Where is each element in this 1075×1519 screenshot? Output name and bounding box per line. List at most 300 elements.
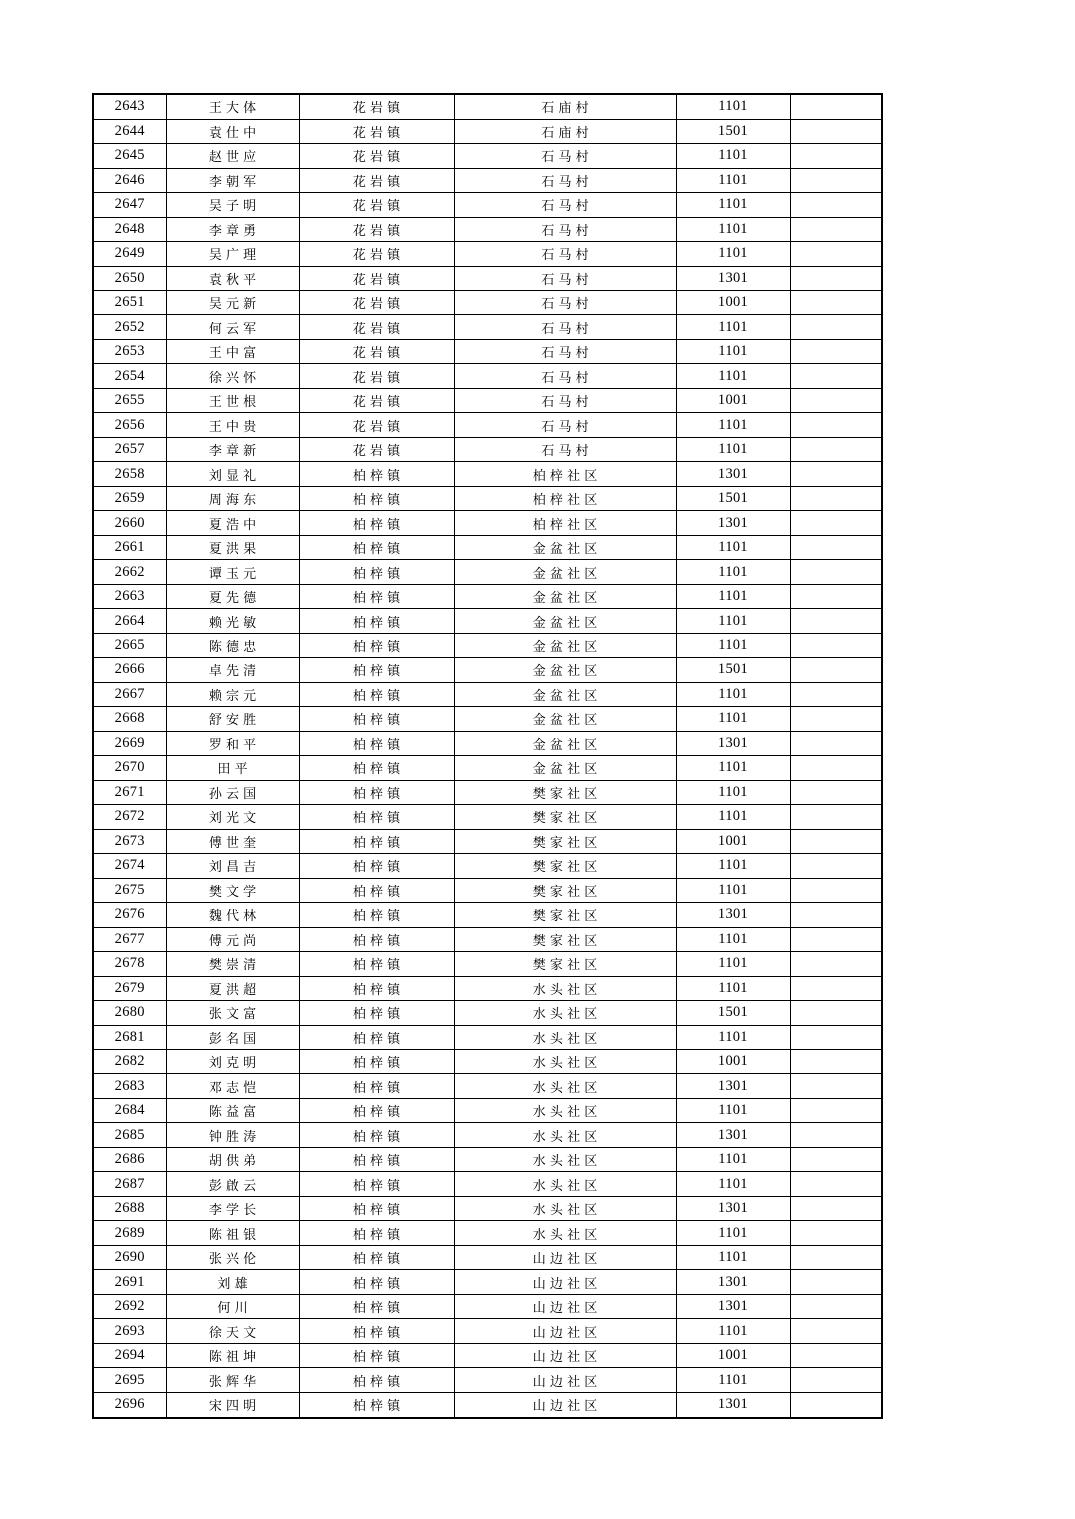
cell-code: 1101 [676, 805, 790, 829]
cell-index: 2681 [93, 1025, 166, 1049]
table-row [93, 315, 882, 339]
cell-town: 花岩镇 [299, 290, 454, 314]
cell-town: 柏梓镇 [299, 854, 454, 878]
cell-village: 山边社区 [454, 1368, 676, 1392]
cell-index: 2694 [93, 1343, 166, 1367]
cell-index: 2671 [93, 780, 166, 804]
cell-town: 花岩镇 [299, 266, 454, 290]
cell-index: 2649 [93, 242, 166, 266]
cell-town: 柏梓镇 [299, 780, 454, 804]
cell-village: 柏梓社区 [454, 511, 676, 535]
cell-index: 2664 [93, 609, 166, 633]
cell-village: 金盆社区 [454, 633, 676, 657]
cell-code: 1101 [676, 756, 790, 780]
cell-blank [790, 1098, 882, 1122]
cell-village: 水头社区 [454, 1172, 676, 1196]
table-row [93, 658, 882, 682]
cell-village: 水头社区 [454, 976, 676, 1000]
cell-town: 柏梓镇 [299, 486, 454, 510]
cell-town: 柏梓镇 [299, 511, 454, 535]
cell-town: 柏梓镇 [299, 584, 454, 608]
cell-town: 柏梓镇 [299, 805, 454, 829]
cell-village: 樊家社区 [454, 878, 676, 902]
cell-code: 1001 [676, 1050, 790, 1074]
cell-code: 1101 [676, 339, 790, 363]
cell-name: 宋四明 [166, 1392, 299, 1418]
cell-blank [790, 437, 882, 461]
cell-index: 2663 [93, 584, 166, 608]
cell-code: 1101 [676, 682, 790, 706]
table-row [93, 1074, 882, 1098]
cell-code: 1501 [676, 658, 790, 682]
cell-blank [790, 1001, 882, 1025]
cell-blank [790, 1196, 882, 1220]
cell-village: 石马村 [454, 168, 676, 192]
cell-village: 金盆社区 [454, 535, 676, 559]
table-row [93, 1196, 882, 1220]
table-row [93, 584, 882, 608]
cell-code: 1101 [676, 1319, 790, 1343]
cell-town: 花岩镇 [299, 339, 454, 363]
cell-village: 金盆社区 [454, 658, 676, 682]
cell-village: 水头社区 [454, 1050, 676, 1074]
cell-index: 2666 [93, 658, 166, 682]
cell-index: 2655 [93, 388, 166, 412]
cell-name: 刘光文 [166, 805, 299, 829]
cell-village: 金盆社区 [454, 731, 676, 755]
cell-village: 石马村 [454, 266, 676, 290]
cell-village: 水头社区 [454, 1221, 676, 1245]
cell-town: 柏梓镇 [299, 731, 454, 755]
cell-code: 1101 [676, 193, 790, 217]
cell-blank [790, 927, 882, 951]
cell-name: 李章勇 [166, 217, 299, 241]
cell-blank [790, 266, 882, 290]
cell-town: 花岩镇 [299, 437, 454, 461]
cell-code: 1101 [676, 535, 790, 559]
cell-blank [790, 511, 882, 535]
cell-code: 1301 [676, 1270, 790, 1294]
cell-index: 2691 [93, 1270, 166, 1294]
cell-code: 1101 [676, 217, 790, 241]
table-row [93, 217, 882, 241]
cell-code: 1101 [676, 1025, 790, 1049]
roster-table-body [93, 94, 882, 1418]
cell-index: 2657 [93, 437, 166, 461]
cell-town: 柏梓镇 [299, 878, 454, 902]
table-row [93, 1343, 882, 1367]
cell-name: 吴元新 [166, 290, 299, 314]
cell-village: 石庙村 [454, 94, 676, 119]
cell-blank [790, 878, 882, 902]
cell-blank [790, 952, 882, 976]
table-row [93, 193, 882, 217]
cell-village: 水头社区 [454, 1196, 676, 1220]
cell-blank [790, 168, 882, 192]
cell-name: 刘克明 [166, 1050, 299, 1074]
cell-village: 水头社区 [454, 1025, 676, 1049]
cell-blank [790, 290, 882, 314]
cell-village: 水头社区 [454, 1098, 676, 1122]
cell-village: 水头社区 [454, 1147, 676, 1171]
cell-blank [790, 388, 882, 412]
cell-town: 柏梓镇 [299, 952, 454, 976]
cell-town: 柏梓镇 [299, 1221, 454, 1245]
cell-index: 2680 [93, 1001, 166, 1025]
cell-index: 2677 [93, 927, 166, 951]
cell-village: 水头社区 [454, 1123, 676, 1147]
table-row [93, 829, 882, 853]
cell-name: 何云军 [166, 315, 299, 339]
cell-name: 彭名国 [166, 1025, 299, 1049]
table-row [93, 1147, 882, 1171]
cell-town: 柏梓镇 [299, 707, 454, 731]
cell-village: 山边社区 [454, 1294, 676, 1318]
cell-town: 柏梓镇 [299, 903, 454, 927]
cell-name: 赖光敏 [166, 609, 299, 633]
cell-index: 2673 [93, 829, 166, 853]
cell-town: 柏梓镇 [299, 535, 454, 559]
cell-village: 石马村 [454, 437, 676, 461]
cell-name: 魏代林 [166, 903, 299, 927]
cell-name: 徐天文 [166, 1319, 299, 1343]
cell-village: 水头社区 [454, 1001, 676, 1025]
cell-blank [790, 1343, 882, 1367]
cell-blank [790, 584, 882, 608]
cell-index: 2652 [93, 315, 166, 339]
cell-blank [790, 1172, 882, 1196]
table-row [93, 1245, 882, 1269]
table-row [93, 560, 882, 584]
cell-town: 柏梓镇 [299, 1245, 454, 1269]
table-row [93, 242, 882, 266]
cell-index: 2665 [93, 633, 166, 657]
cell-code: 1101 [676, 1098, 790, 1122]
cell-town: 花岩镇 [299, 217, 454, 241]
cell-name: 钟胜涛 [166, 1123, 299, 1147]
cell-index: 2667 [93, 682, 166, 706]
cell-blank [790, 756, 882, 780]
cell-code: 1301 [676, 511, 790, 535]
cell-index: 2686 [93, 1147, 166, 1171]
cell-code: 1101 [676, 707, 790, 731]
cell-blank [790, 193, 882, 217]
cell-town: 柏梓镇 [299, 1001, 454, 1025]
cell-code: 1301 [676, 1123, 790, 1147]
cell-blank [790, 707, 882, 731]
cell-blank [790, 339, 882, 363]
cell-code: 1101 [676, 1245, 790, 1269]
cell-blank [790, 731, 882, 755]
table-row [93, 609, 882, 633]
table-row [93, 290, 882, 314]
cell-town: 柏梓镇 [299, 1074, 454, 1098]
cell-town: 柏梓镇 [299, 1025, 454, 1049]
cell-index: 2693 [93, 1319, 166, 1343]
table-row [93, 780, 882, 804]
cell-village: 樊家社区 [454, 927, 676, 951]
cell-village: 山边社区 [454, 1392, 676, 1418]
cell-village: 水头社区 [454, 1074, 676, 1098]
cell-index: 2647 [93, 193, 166, 217]
cell-name: 夏洪超 [166, 976, 299, 1000]
table-row [93, 1050, 882, 1074]
cell-index: 2656 [93, 413, 166, 437]
table-row [93, 682, 882, 706]
cell-code: 1001 [676, 388, 790, 412]
cell-name: 陈祖银 [166, 1221, 299, 1245]
table-row [93, 437, 882, 461]
cell-blank [790, 903, 882, 927]
cell-name: 刘雄 [166, 1270, 299, 1294]
cell-index: 2662 [93, 560, 166, 584]
cell-blank [790, 854, 882, 878]
cell-index: 2670 [93, 756, 166, 780]
cell-name: 吴子明 [166, 193, 299, 217]
cell-index: 2672 [93, 805, 166, 829]
cell-name: 卓先清 [166, 658, 299, 682]
cell-code: 1101 [676, 560, 790, 584]
cell-town: 柏梓镇 [299, 1368, 454, 1392]
cell-blank [790, 1050, 882, 1074]
cell-name: 刘显礼 [166, 462, 299, 486]
cell-village: 柏梓社区 [454, 486, 676, 510]
table-row [93, 927, 882, 951]
cell-village: 石马村 [454, 315, 676, 339]
cell-index: 2692 [93, 1294, 166, 1318]
cell-name: 刘昌吉 [166, 854, 299, 878]
cell-town: 花岩镇 [299, 168, 454, 192]
cell-town: 花岩镇 [299, 364, 454, 388]
cell-town: 柏梓镇 [299, 927, 454, 951]
cell-code: 1101 [676, 315, 790, 339]
cell-index: 2669 [93, 731, 166, 755]
cell-index: 2644 [93, 119, 166, 143]
cell-name: 王中贵 [166, 413, 299, 437]
cell-blank [790, 242, 882, 266]
cell-index: 2660 [93, 511, 166, 535]
table-row [93, 903, 882, 927]
table-row [93, 1294, 882, 1318]
cell-code: 1301 [676, 266, 790, 290]
cell-index: 2679 [93, 976, 166, 1000]
cell-town: 柏梓镇 [299, 1294, 454, 1318]
table-row [93, 1098, 882, 1122]
cell-index: 2685 [93, 1123, 166, 1147]
cell-code: 1501 [676, 486, 790, 510]
cell-name: 陈祖坤 [166, 1343, 299, 1367]
cell-blank [790, 217, 882, 241]
cell-code: 1301 [676, 1196, 790, 1220]
cell-name: 赖宗元 [166, 682, 299, 706]
table-row [93, 707, 882, 731]
cell-town: 柏梓镇 [299, 756, 454, 780]
table-row [93, 854, 882, 878]
cell-blank [790, 462, 882, 486]
cell-village: 石马村 [454, 290, 676, 314]
cell-blank [790, 1074, 882, 1098]
cell-code: 1301 [676, 731, 790, 755]
cell-town: 柏梓镇 [299, 829, 454, 853]
cell-village: 石马村 [454, 339, 676, 363]
table-row [93, 878, 882, 902]
cell-name: 何川 [166, 1294, 299, 1318]
cell-name: 陈德忠 [166, 633, 299, 657]
cell-blank [790, 119, 882, 143]
cell-name: 夏先德 [166, 584, 299, 608]
cell-code: 1101 [676, 609, 790, 633]
cell-town: 柏梓镇 [299, 462, 454, 486]
cell-town: 柏梓镇 [299, 1319, 454, 1343]
table-row [93, 1221, 882, 1245]
cell-town: 柏梓镇 [299, 1343, 454, 1367]
cell-index: 2654 [93, 364, 166, 388]
cell-blank [790, 486, 882, 510]
cell-blank [790, 364, 882, 388]
cell-code: 1101 [676, 952, 790, 976]
cell-name: 樊崇清 [166, 952, 299, 976]
cell-index: 2683 [93, 1074, 166, 1098]
cell-village: 金盆社区 [454, 584, 676, 608]
cell-name: 赵世应 [166, 144, 299, 168]
table-row [93, 339, 882, 363]
cell-name: 彭啟云 [166, 1172, 299, 1196]
cell-village: 石马村 [454, 364, 676, 388]
cell-village: 金盆社区 [454, 756, 676, 780]
cell-town: 柏梓镇 [299, 682, 454, 706]
cell-blank [790, 829, 882, 853]
table-row [93, 462, 882, 486]
cell-village: 樊家社区 [454, 903, 676, 927]
table-row [93, 535, 882, 559]
cell-index: 2659 [93, 486, 166, 510]
cell-village: 樊家社区 [454, 952, 676, 976]
cell-blank [790, 1368, 882, 1392]
cell-code: 1001 [676, 290, 790, 314]
cell-index: 2650 [93, 266, 166, 290]
cell-blank [790, 780, 882, 804]
cell-town: 柏梓镇 [299, 1196, 454, 1220]
cell-town: 柏梓镇 [299, 658, 454, 682]
cell-village: 金盆社区 [454, 682, 676, 706]
cell-index: 2645 [93, 144, 166, 168]
cell-village: 山边社区 [454, 1343, 676, 1367]
cell-code: 1101 [676, 854, 790, 878]
table-row [93, 364, 882, 388]
cell-code: 1101 [676, 1221, 790, 1245]
cell-town: 柏梓镇 [299, 976, 454, 1000]
cell-code: 1101 [676, 1172, 790, 1196]
table-row [93, 1270, 882, 1294]
cell-town: 柏梓镇 [299, 1172, 454, 1196]
cell-code: 1101 [676, 144, 790, 168]
cell-index: 2695 [93, 1368, 166, 1392]
cell-code: 1301 [676, 1392, 790, 1418]
cell-name: 傅世奎 [166, 829, 299, 853]
cell-town: 花岩镇 [299, 94, 454, 119]
cell-blank [790, 1221, 882, 1245]
cell-code: 1101 [676, 437, 790, 461]
cell-village: 樊家社区 [454, 829, 676, 853]
cell-name: 王世根 [166, 388, 299, 412]
cell-village: 柏梓社区 [454, 462, 676, 486]
cell-index: 2678 [93, 952, 166, 976]
cell-index: 2687 [93, 1172, 166, 1196]
cell-town: 柏梓镇 [299, 633, 454, 657]
table-row [93, 1392, 882, 1418]
cell-index: 2658 [93, 462, 166, 486]
cell-name: 夏洪果 [166, 535, 299, 559]
cell-blank [790, 315, 882, 339]
cell-code: 1101 [676, 364, 790, 388]
cell-name: 李章新 [166, 437, 299, 461]
cell-code: 1501 [676, 1001, 790, 1025]
cell-village: 石马村 [454, 144, 676, 168]
cell-town: 柏梓镇 [299, 1392, 454, 1418]
cell-name: 张辉华 [166, 1368, 299, 1392]
cell-index: 2682 [93, 1050, 166, 1074]
cell-code: 1101 [676, 584, 790, 608]
cell-code: 1101 [676, 633, 790, 657]
table-row [93, 511, 882, 535]
cell-name: 袁仕中 [166, 119, 299, 143]
table-row [93, 266, 882, 290]
cell-blank [790, 1123, 882, 1147]
cell-code: 1101 [676, 413, 790, 437]
cell-name: 夏浩中 [166, 511, 299, 535]
cell-code: 1101 [676, 1368, 790, 1392]
cell-name: 李学长 [166, 1196, 299, 1220]
table-row [93, 413, 882, 437]
cell-name: 樊文学 [166, 878, 299, 902]
cell-blank [790, 535, 882, 559]
cell-index: 2690 [93, 1245, 166, 1269]
cell-index: 2684 [93, 1098, 166, 1122]
cell-index: 2643 [93, 94, 166, 119]
roster-table [92, 93, 883, 1419]
cell-code: 1301 [676, 1294, 790, 1318]
cell-name: 李朝军 [166, 168, 299, 192]
cell-name: 胡供弟 [166, 1147, 299, 1171]
cell-town: 柏梓镇 [299, 609, 454, 633]
cell-village: 石马村 [454, 413, 676, 437]
cell-town: 花岩镇 [299, 413, 454, 437]
cell-code: 1101 [676, 242, 790, 266]
cell-index: 2688 [93, 1196, 166, 1220]
cell-blank [790, 682, 882, 706]
cell-blank [790, 609, 882, 633]
cell-village: 金盆社区 [454, 707, 676, 731]
cell-blank [790, 144, 882, 168]
cell-blank [790, 1294, 882, 1318]
cell-code: 1101 [676, 168, 790, 192]
cell-town: 花岩镇 [299, 119, 454, 143]
cell-name: 王中富 [166, 339, 299, 363]
cell-village: 石马村 [454, 242, 676, 266]
cell-name: 傅元尚 [166, 927, 299, 951]
cell-name: 周海东 [166, 486, 299, 510]
cell-village: 石马村 [454, 388, 676, 412]
cell-code: 1501 [676, 119, 790, 143]
table-row [93, 1319, 882, 1343]
cell-village: 山边社区 [454, 1245, 676, 1269]
table-row [93, 976, 882, 1000]
cell-village: 金盆社区 [454, 560, 676, 584]
cell-blank [790, 976, 882, 1000]
cell-name: 孙云国 [166, 780, 299, 804]
cell-name: 张文富 [166, 1001, 299, 1025]
cell-blank [790, 560, 882, 584]
